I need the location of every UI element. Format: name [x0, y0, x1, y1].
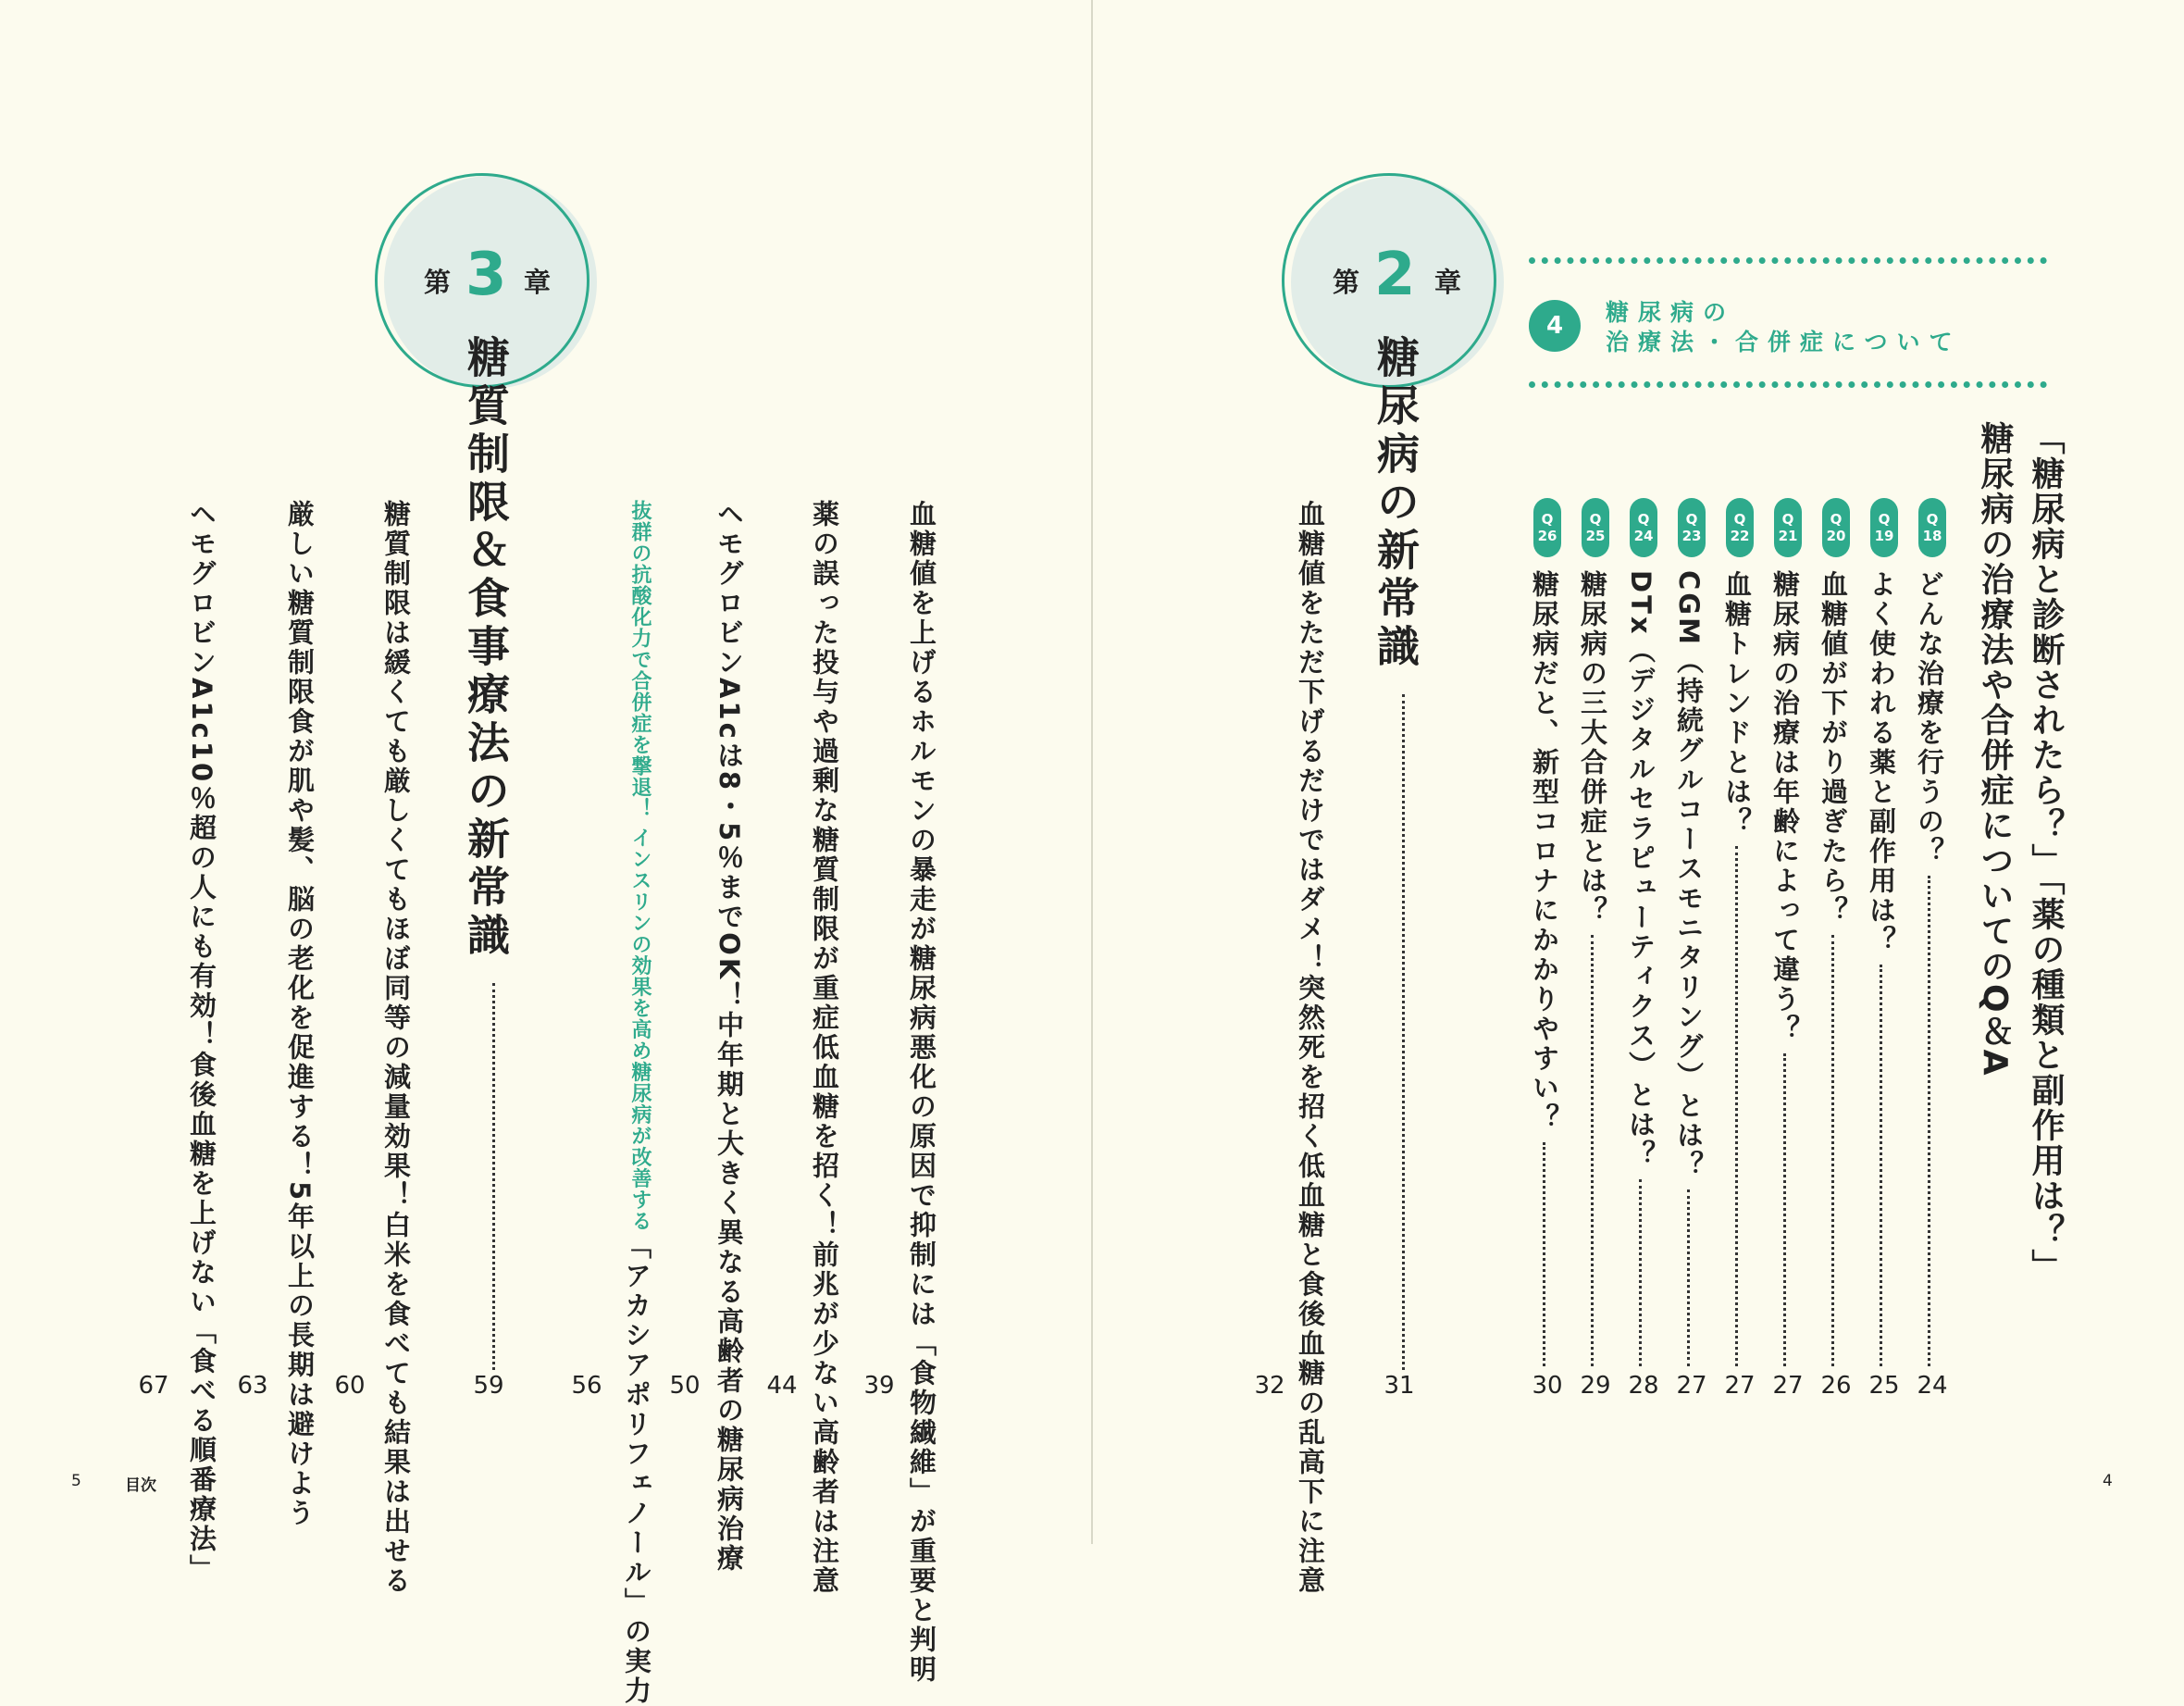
q-number: 26	[1537, 528, 1557, 544]
q-number: 20	[1826, 528, 1846, 544]
leader-dots	[1880, 965, 1882, 1366]
q-badge-20	[1822, 498, 1850, 557]
entry-title-line2: 5年以上の長期は避けよう	[284, 1181, 316, 1529]
entry-title-line1: 血糖値を上げるホルモンの暴走が糖尿病悪化の原因で	[906, 500, 937, 1211]
page-number: 32	[1254, 1372, 1285, 1400]
q-letter: Q	[1926, 511, 1939, 528]
folio-number: 4	[2103, 1472, 2113, 1490]
entry-lines	[596, 500, 652, 1706]
q-letter: Q	[1878, 511, 1891, 528]
qa-title: DTx（デジタルセラピューティクス）とは？	[1625, 570, 1657, 1170]
section-dotted-rule-bottom	[1529, 381, 2047, 388]
chapter-2-prefix: 第	[1333, 267, 1360, 298]
chapter-2-title: 糖尿病の新常識	[1371, 335, 1421, 672]
entry-line2-wrap	[259, 1181, 316, 1529]
page-number: 50	[669, 1372, 701, 1400]
toc-entry-44[interactable]	[763, 500, 840, 1596]
qa-title: 糖尿病だと、新型コロナにかかりやすい？	[1529, 570, 1560, 1133]
page-number: 27	[1676, 1372, 1707, 1400]
q-badge-21	[1774, 498, 1802, 557]
qa-entry-22[interactable]	[1721, 570, 1753, 1366]
q-badge-24	[1630, 498, 1657, 557]
chapter-2-suffix: 章	[1434, 267, 1462, 298]
qa-entry-26[interactable]	[1529, 570, 1560, 1366]
qa-entry-23[interactable]	[1673, 570, 1705, 1366]
entry-title-line2: 前兆が少ない高齢者は注意	[809, 1240, 840, 1596]
q-badge-18	[1918, 498, 1946, 557]
section-heading-line2: 治療法・合併症について	[1606, 329, 1962, 355]
leader-dots	[1928, 876, 1930, 1366]
q-letter: Q	[1589, 511, 1602, 528]
qa-entry-18[interactable]	[1914, 570, 1945, 1366]
q-badge-22	[1726, 498, 1754, 557]
section-title-1: 「糖尿病と診断されたら？」「薬の種類と副作用は？」	[2027, 421, 2065, 1284]
entry-title-line2: 「アカシアポリフェノール」の実力	[621, 1231, 652, 1706]
entry-title-line2: 抑制には「食物繊維」が重要と判明	[906, 1211, 937, 1685]
page-number: 31	[1384, 1372, 1415, 1400]
entry-line2-wrap	[161, 1051, 215, 1584]
entry-title-line1: ヘモグロビンA1cは8・5％までOK！	[714, 500, 745, 1012]
folio-number: 5	[71, 1472, 81, 1490]
page-number: 63	[237, 1372, 268, 1400]
section-number: 4	[1545, 312, 1564, 340]
qa-title: 血糖トレンドとは？	[1721, 570, 1753, 837]
entry-title-line2: 中年期と大きく異なる高齢者の糖尿病治療	[714, 1011, 745, 1575]
q-letter: Q	[1733, 511, 1746, 528]
q-badge-25	[1582, 498, 1609, 557]
page-number: 39	[863, 1372, 895, 1400]
toc-entry-39[interactable]	[861, 500, 937, 1685]
q-number: 22	[1730, 528, 1750, 544]
q-letter: Q	[1637, 511, 1650, 528]
entry-title-line1: 薬の誤った投与や過剰な糖質制限が重症低血糖を招く！	[809, 500, 840, 1240]
chapter-3-suffix: 章	[524, 267, 552, 298]
section-number-badge	[1529, 300, 1581, 352]
page-number: 27	[1772, 1372, 1804, 1400]
q-badge-26	[1533, 498, 1561, 557]
toc-entry-32[interactable]	[1249, 500, 1326, 1596]
entry-lines	[784, 500, 840, 1596]
qa-title: 糖尿病の三大合併症とは？	[1577, 570, 1608, 926]
page-number: 56	[571, 1372, 602, 1400]
leader-dots	[1783, 1053, 1786, 1366]
section-heading-line1: 糖尿病の	[1606, 299, 1736, 326]
leader-dots	[1543, 1142, 1545, 1366]
page-number: 44	[766, 1372, 798, 1400]
page-number: 67	[138, 1372, 169, 1400]
entry-title-line2: 食後血糖を上げない「食べる順番療法」	[186, 1051, 217, 1585]
leader-dots	[1687, 1189, 1690, 1366]
q-letter: Q	[1781, 511, 1794, 528]
entry-subtitle-green: 抜群の抗酸化力で合併症を撃退！ インスリンの効果を高め糖尿病が改善する	[628, 500, 651, 1232]
q-number: 18	[1922, 528, 1942, 544]
q-letter: Q	[1685, 511, 1698, 528]
leader-dots	[1402, 694, 1405, 1370]
qa-title: CGM（持続グルコースモニタリング）とは？	[1673, 570, 1705, 1180]
entry-line2-wrap	[784, 1240, 838, 1596]
section-title-2: 糖尿病の治療法や合併症についてのQ＆A	[1976, 421, 2014, 1077]
page-number: 60	[334, 1372, 366, 1400]
page-number: 59	[473, 1372, 504, 1400]
leader-dots	[1639, 1179, 1642, 1366]
page-number: 28	[1628, 1372, 1659, 1400]
entry-lines	[259, 500, 316, 1529]
q-badge-19	[1870, 498, 1898, 557]
page-number: 24	[1917, 1372, 1948, 1400]
entry-line2-wrap	[881, 1211, 935, 1685]
qa-entry-24[interactable]	[1625, 570, 1657, 1366]
toc-entry-50[interactable]	[668, 500, 745, 1575]
section-dotted-rule-top	[1529, 257, 2047, 264]
page-number: 26	[1820, 1372, 1852, 1400]
toc-entry-60[interactable]	[335, 500, 412, 1596]
entry-lines	[355, 500, 412, 1596]
page-number: 30	[1532, 1372, 1563, 1400]
page-number: 27	[1724, 1372, 1756, 1400]
entry-lines	[161, 500, 217, 1585]
q-letter: Q	[1830, 511, 1843, 528]
q-badge-23	[1678, 498, 1706, 557]
entry-title-line1: ヘモグロビンA1c10％超の人にも有効！	[186, 500, 217, 1052]
q-number: 25	[1585, 528, 1606, 544]
chapter-3-title: 糖質制限＆食事療法の新常識	[461, 335, 511, 961]
qa-entry-25[interactable]	[1579, 570, 1606, 1366]
toc-entry-56[interactable]	[576, 500, 652, 1706]
q-letter: Q	[1541, 511, 1554, 528]
chapter-3-prefix: 第	[424, 267, 452, 298]
qa-entry-20[interactable]	[1818, 570, 1849, 1366]
qa-entry-19[interactable]	[1866, 570, 1897, 1366]
entry-line2-wrap	[596, 1232, 650, 1706]
q-number: 23	[1681, 528, 1702, 544]
entry-title-line1: 厳しい糖質制限食が肌や髪、脳の老化を促進する！	[284, 500, 316, 1181]
entry-lines	[881, 500, 937, 1685]
chapter-2-title-entry[interactable]	[1371, 335, 1421, 1370]
entry-line2-wrap	[1270, 974, 1326, 1596]
q-number: 19	[1874, 528, 1894, 544]
q-number: 24	[1633, 528, 1654, 544]
chapter-3-number: 3	[465, 241, 507, 309]
toc-entry-67[interactable]	[141, 500, 217, 1585]
leader-dots	[1831, 935, 1834, 1366]
leader-dots	[1735, 846, 1738, 1366]
page-number: 29	[1580, 1372, 1611, 1400]
qa-title: よく使われる薬と副作用は？	[1866, 570, 1897, 955]
qa-entry-21[interactable]	[1769, 570, 1801, 1366]
entry-line2-wrap	[689, 1011, 745, 1575]
qa-title: 糖尿病の治療は年齢によって違う？	[1769, 570, 1801, 1044]
toc-entry-63[interactable]	[239, 500, 316, 1529]
right-page	[1092, 0, 2184, 1596]
entry-lines	[689, 500, 745, 1575]
entry-title-line2: 白米を食べても結果は出せる	[380, 1211, 412, 1596]
qa-title: 血糖値が下がり過ぎたら？	[1818, 570, 1849, 926]
entry-lines	[1270, 500, 1326, 1596]
entry-title-line2: 突然死を招く低血糖と食後血糖の乱高下に注意	[1295, 974, 1326, 1596]
qa-title: どんな治療を行うの？	[1914, 570, 1945, 866]
chapter-3-title-entry[interactable]	[461, 335, 511, 1370]
entry-title-line1: 血糖値をただ下げるだけではダメ！	[1295, 500, 1326, 974]
page-number: 25	[1868, 1372, 1900, 1400]
chapter-2-number: 2	[1374, 241, 1416, 309]
entry-title-line1: 糖質制限は緩くても厳しくてもほぼ同等の減量効果！	[380, 500, 412, 1211]
folio-label: 目次	[125, 1476, 156, 1495]
leader-dots	[1591, 935, 1594, 1366]
q-number: 21	[1778, 528, 1798, 544]
entry-line2-wrap	[355, 1211, 412, 1596]
leader-dots	[492, 983, 495, 1370]
